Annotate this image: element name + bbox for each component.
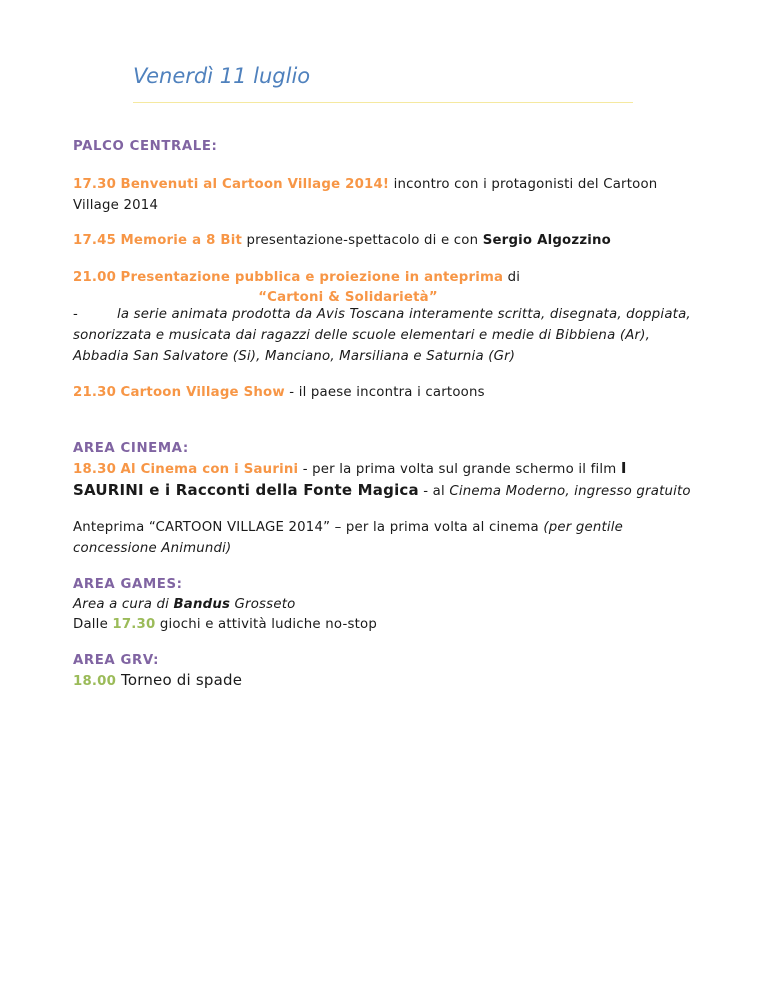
games-text: Area a cura di — [73, 597, 174, 612]
event-subtitle: “Cartoni & Solidarietà” — [258, 290, 438, 305]
games-city: Grosseto — [230, 597, 296, 612]
event-benvenuti — [73, 174, 693, 216]
event-venue: Cinema Moderno, ingresso gratuito — [449, 484, 691, 499]
title-underline — [133, 102, 633, 103]
event-series-description — [73, 304, 693, 367]
games-description: giochi e attività ludiche no-stop — [155, 617, 377, 632]
event-time: 18.30 — [73, 462, 117, 477]
event-time: 17.30 — [73, 177, 117, 192]
event-al: - al — [418, 484, 450, 499]
section-heading-grv: AREA GRV: — [73, 653, 160, 668]
section-heading-cinema: AREA CINEMA: — [73, 441, 189, 456]
anteprima-credit: (per gentile concessione Animundi) — [73, 520, 624, 556]
event-torneo — [73, 670, 693, 692]
event-description: presentazione-spettacolo di e con — [242, 233, 483, 248]
event-description: Torneo di spade — [116, 671, 243, 689]
event-time: 21.30 — [73, 385, 117, 400]
event-saurini — [73, 458, 693, 502]
event-description: - per la prima volta sul grande schermo il film — [298, 462, 621, 477]
section-heading-palco: PALCO CENTRALE: — [73, 139, 218, 154]
event-di: di — [503, 270, 521, 285]
event-title: Cartoon Village Show — [120, 385, 285, 400]
games-line-2 — [73, 614, 693, 635]
event-memorie — [73, 230, 693, 251]
event-time: 18.00 — [73, 674, 117, 689]
event-presentazione — [73, 267, 693, 288]
event-time: 17.45 — [73, 233, 117, 248]
anteprima-text: Anteprima “CARTOON VILLAGE 2014” – per la prima volta al cinema — [73, 520, 544, 535]
games-organizer: Bandus — [173, 597, 231, 612]
event-show — [73, 382, 693, 403]
event-series-text: la serie animata prodotta da Avis Toscana interamente scritta, disegnata, doppiata, sonorizzata e musicata dai ragazzi delle scuole elementari e medie di Bibbiena (Ar), Abbadia San Salvatore (Si), Manciano, Marsiliana e Saturnia (Gr) — [73, 307, 691, 364]
bullet-dash: - — [73, 307, 78, 322]
games-dalle: Dalle — [73, 617, 113, 632]
event-anteprima — [73, 517, 693, 559]
games-line-1 — [73, 594, 693, 615]
page-title: Venerdì 11 luglio — [133, 64, 311, 88]
film-title: I SAURINI e i Racconti della Fonte Magica — [73, 459, 627, 499]
section-heading-games: AREA GAMES: — [73, 577, 183, 592]
event-title: Benvenuti al Cartoon Village 2014! — [120, 177, 390, 192]
event-time: 21.00 — [73, 270, 117, 285]
event-guest: Sergio Algozzino — [482, 233, 612, 248]
event-title: Memorie a 8 Bit — [120, 233, 243, 248]
event-title: Al Cinema con i Saurini — [120, 462, 299, 477]
event-description: - il paese incontra i cartoons — [284, 385, 485, 400]
event-title: Presentazione pubblica e proiezione in anteprima — [120, 270, 504, 285]
event-time: 17.30 — [112, 617, 156, 632]
event-description: incontro con i protagonisti del Cartoon Village 2014 — [73, 177, 658, 213]
